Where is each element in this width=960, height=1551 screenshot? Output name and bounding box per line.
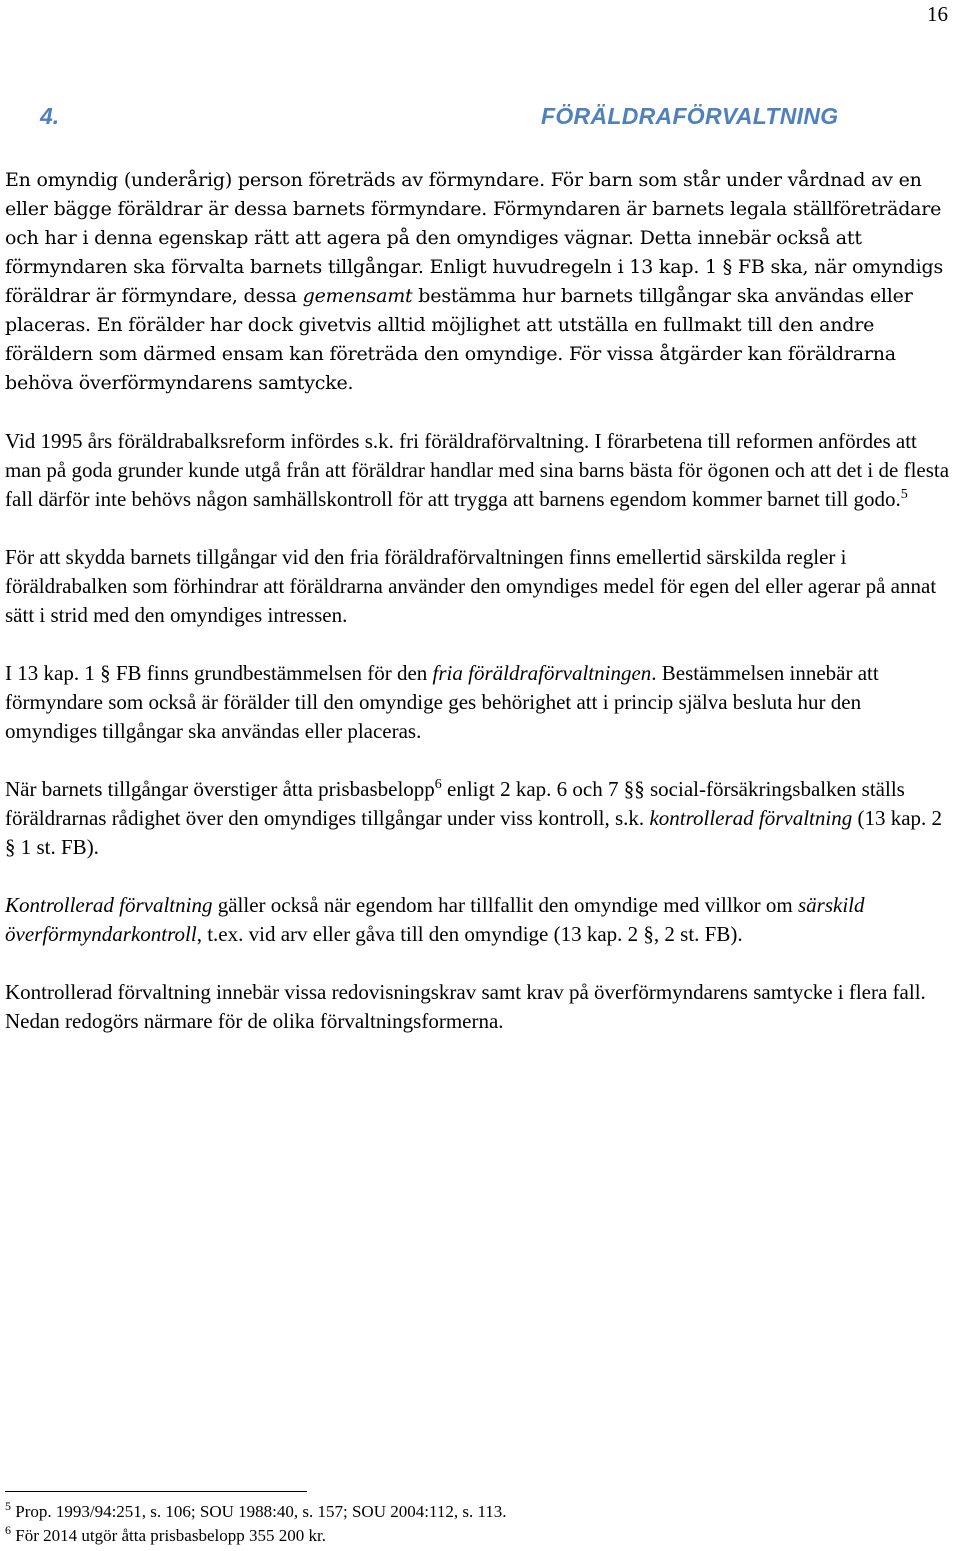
paragraph-6-emphasis-1: Kontrollerad förvaltning xyxy=(5,893,213,917)
paragraph-1 xyxy=(5,166,957,398)
footnote-ref-5[interactable]: 5 xyxy=(900,487,908,502)
paragraph-7-text: Kontrollerad förvaltning innebär vissa redovisningskrav samt krav på överförmyndarens samtycke i flera fall. Nedan redogörs närmare för de olika förvaltningsformerna. xyxy=(5,980,926,1033)
paragraph-5-text-b: enligt 2 kap. 6 och 7 §§ social-försäkringsbalken ställs föräldrarnas rådighet över den omyndiges tillgångar under viss kontroll, s.k. xyxy=(5,777,905,830)
paragraph-4-emphasis: fria föräldraförvaltningen xyxy=(432,661,652,685)
paragraph-4-text-b: . Bestämmelsen innebär att förmyndare som också är förälder till den omyndige ges behörighet att i princip själva besluta hur den omyndiges tillgångar ska användas eller placeras. xyxy=(5,661,879,743)
paragraph-1-text-b: bestämma hur barnets tillgångar ska användas eller placeras. En förälder har dock givetvis alltid möjlighet att utställa en fullmakt till den andre föräldern som därmed ensam kan företräda den omyndige. För vissa åtgärder kan föräldrarna behöva överförmyndarens samtycke. xyxy=(5,285,913,394)
footnote-5 xyxy=(5,1500,955,1524)
footnote-number: 6 xyxy=(5,1523,11,1537)
paragraph-5-text-c: (13 kap. 2 § 1 st. FB). xyxy=(5,806,943,859)
paragraph-3-text: För att skydda barnets tillgångar vid den fria föräldraförvaltningen finns emellertid särskilda regler i föräldrabalken som förhindrar att föräldrarna använder den omyndiges medel för egen del eller agerar på annat sätt i strid med den omyndiges intressen. xyxy=(5,545,937,627)
paragraph-6-text-a: gäller också när egendom har tillfallit den omyndige med villkor om xyxy=(212,893,798,917)
footnotes xyxy=(5,1500,955,1548)
body-text xyxy=(5,166,957,1065)
paragraph-4 xyxy=(5,659,957,746)
paragraph-4-text-a: I 13 kap. 1 § FB finns grundbestämmelsen för den xyxy=(5,661,433,685)
chapter-number: 4. xyxy=(40,103,60,129)
footnote-text: Prop. 1993/94:251, s. 106; SOU 1988:40, s. 157; SOU 2004:112, s. 113. xyxy=(11,1502,507,1521)
paragraph-1-text-a: En omyndig (underårig) person företräds av förmyndare. För barn som står under vårdnad av en eller bägge föräldrar är dessa barnets förmyndare. Förmyndaren är barnets legala ställföreträdare och har i denna egenskap rätt att agera på den omyndiges vägnar. Detta innebär också att förmyndaren ska förvalta barnets tillgångar. Enligt huvudregeln i 13 kap. 1 § FB ska, när omyndigs föräldrar är förmyndare, dessa xyxy=(5,169,943,307)
paragraph-6-emphasis-2: särskild överförmyndarkontroll xyxy=(5,893,865,946)
footnote-number: 5 xyxy=(5,1499,11,1513)
footnote-separator xyxy=(5,1491,307,1492)
paragraph-2-text: Vid 1995 års föräldrabalksreform infördes s.k. fri föräldraförvaltning. I förarbetena till reformen anfördes att man på goda grunder kunde utgå från att föräldrar handlar med sina barns bästa för ögonen och att det i de flesta fall därför inte behövs någon samhällskontroll för att trygga att barnens egendom kommer barnet till godo. xyxy=(5,429,950,511)
paragraph-6 xyxy=(5,891,957,949)
paragraph-2 xyxy=(5,427,957,514)
footnote-6 xyxy=(5,1524,955,1548)
footnote-ref-6[interactable]: 6 xyxy=(434,777,442,792)
paragraph-5-text-a: När barnets tillgångar överstiger åtta prisbasbelopp xyxy=(5,777,435,801)
footnote-text: För 2014 utgör åtta prisbasbelopp 355 200 kr. xyxy=(11,1526,326,1545)
paragraph-7 xyxy=(5,978,957,1036)
paragraph-5 xyxy=(5,775,957,862)
paragraph-5-emphasis: kontrollerad förvaltning xyxy=(649,806,853,830)
paragraph-1-emphasis: gemensamt xyxy=(302,285,413,307)
paragraph-6-text-b: , t.ex. vid arv eller gåva till den omyndige (13 kap. 2 §, 2 st. FB). xyxy=(196,922,743,946)
page-number: 16 xyxy=(927,2,948,26)
chapter-title: FÖRÄLDRAFÖRVALTNING xyxy=(541,103,839,129)
paragraph-3 xyxy=(5,543,957,630)
chapter-heading xyxy=(0,98,960,134)
